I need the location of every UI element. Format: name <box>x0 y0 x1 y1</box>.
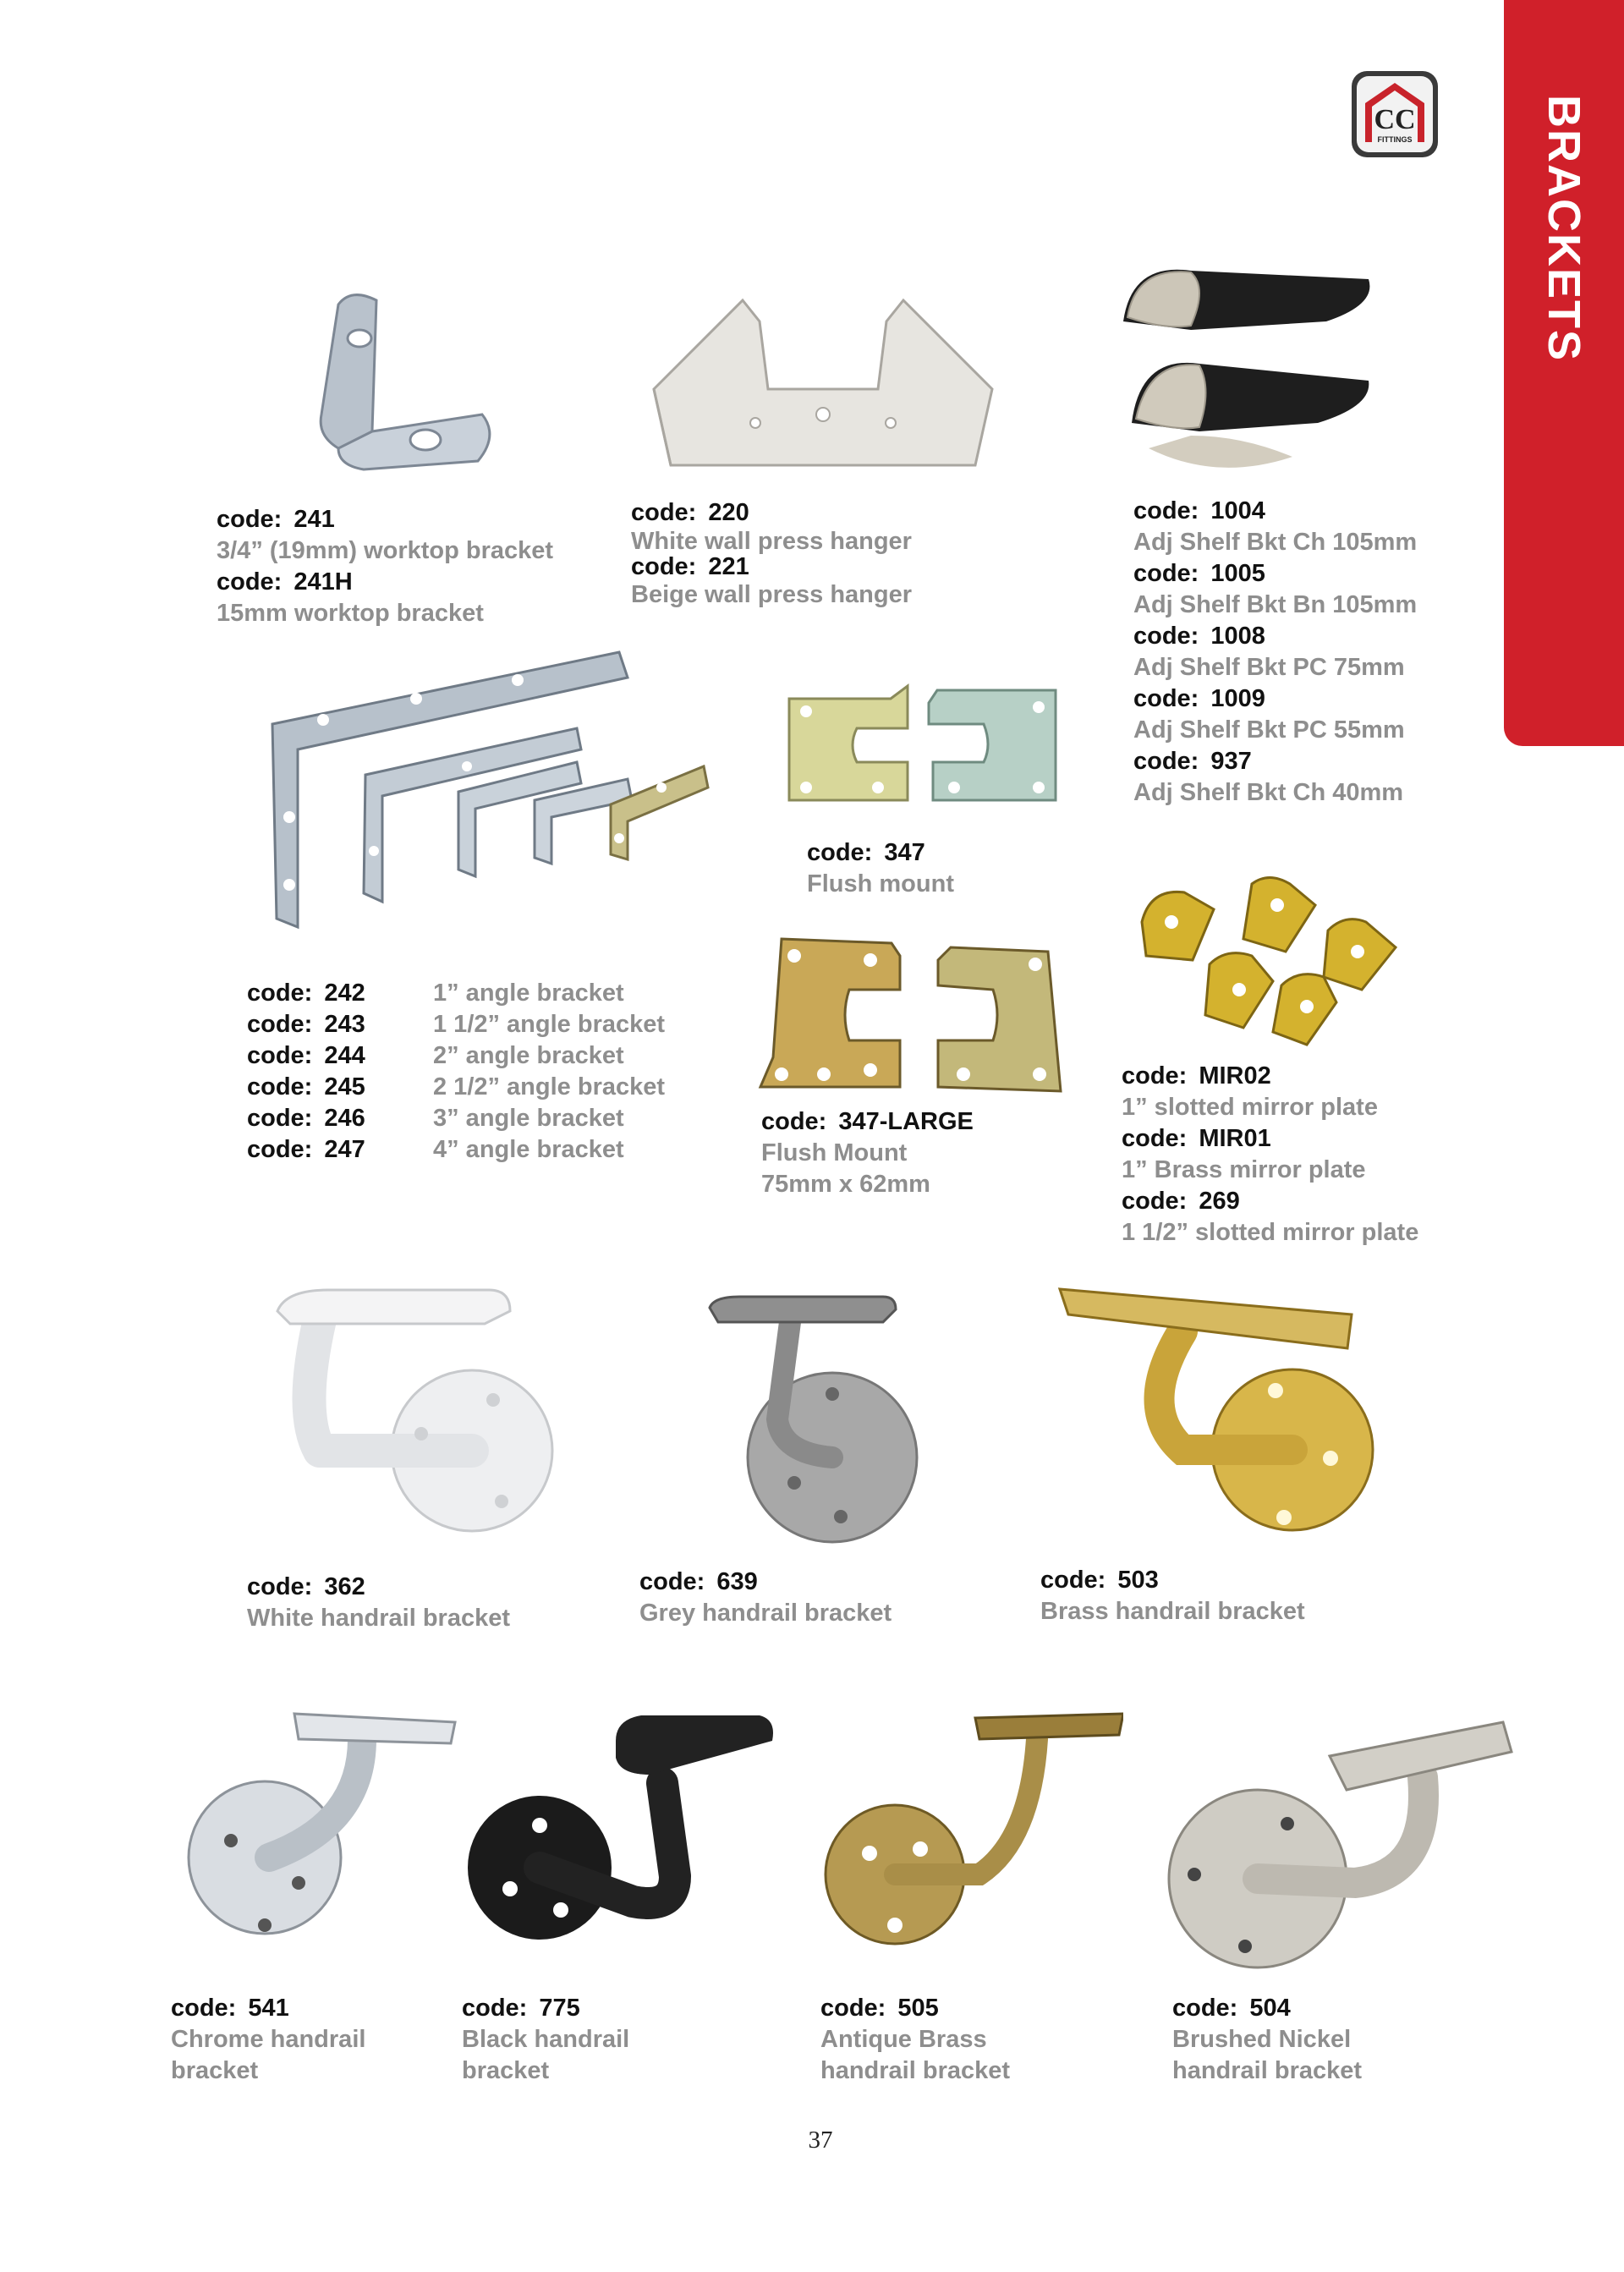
code-label-504: code: 504 <box>1172 1995 1291 2022</box>
block-775 <box>462 1993 629 2087</box>
code-label-503: code: 503 <box>1040 1567 1159 1594</box>
section-title: BRACKETS <box>1539 95 1589 363</box>
brushed-nickel-handrail-bracket-image <box>1160 1705 1524 1976</box>
block-362 <box>247 1572 510 1634</box>
desc-503: Brass handrail bracket <box>1040 1598 1305 1625</box>
block-541 <box>171 1993 365 2087</box>
antique-brass-handrail-bracket-image <box>819 1705 1123 1959</box>
page-number: 37 <box>808 2127 833 2154</box>
block-mirror-plates <box>1122 1061 1418 1249</box>
desc-245: 2 1/2” angle bracket <box>433 1073 666 1100</box>
desc-246: 3” angle bracket <box>433 1105 624 1132</box>
block-adj-shelf <box>1133 496 1417 809</box>
code-label-639: code: 639 <box>639 1568 758 1595</box>
desc-347-large-2: 75mm x 62mm <box>761 1171 930 1198</box>
svg-text:CC: CC <box>1374 104 1416 135</box>
flush-mount-image <box>785 682 1059 809</box>
code-label-241h: code: 241H <box>217 568 353 595</box>
block-press-hanger <box>631 497 912 611</box>
code-label-247: code: 247 <box>247 1136 365 1163</box>
angle-brackets-image <box>264 648 721 936</box>
code-label-1009: code: 1009 <box>1133 685 1265 712</box>
code-label-mir01: code: MIR01 <box>1122 1125 1271 1152</box>
desc-243: 1 1/2” angle bracket <box>433 1011 666 1038</box>
block-639 <box>639 1567 892 1629</box>
desc-639: Grey handrail bracket <box>639 1600 892 1627</box>
code-label-1005: code: 1005 <box>1133 560 1265 587</box>
desc-362: White handrail bracket <box>247 1605 511 1632</box>
svg-text:FITTINGS: FITTINGS <box>1377 135 1413 144</box>
desc-220: White wall press hanger <box>631 528 912 555</box>
desc-1008: Adj Shelf Bkt PC 75mm <box>1133 654 1405 681</box>
wall-press-hanger-image <box>641 296 1005 474</box>
worktop-bracket-image <box>304 288 499 482</box>
brass-handrail-bracket-image <box>1056 1281 1377 1560</box>
code-label-347: code: 347 <box>807 839 925 866</box>
desc-242: 1” angle bracket <box>433 980 624 1007</box>
code-label-269: code: 269 <box>1122 1188 1240 1215</box>
code-label-244: code: 244 <box>247 1042 365 1069</box>
white-handrail-bracket-image <box>269 1286 557 1556</box>
desc-505-1: Antique Brass <box>820 2026 987 2053</box>
code-label-245: code: 245 <box>247 1073 365 1100</box>
code-label-242: code: 242 <box>247 980 365 1007</box>
chrome-handrail-bracket-image <box>184 1705 464 1959</box>
code-label-mir02: code: MIR02 <box>1122 1062 1271 1089</box>
desc-247: 4” angle bracket <box>433 1136 624 1163</box>
desc-mir01: 1” Brass mirror plate <box>1122 1156 1366 1183</box>
desc-241: 3/4” (19mm) worktop bracket <box>217 537 554 564</box>
desc-221: Beige wall press hanger <box>631 581 913 608</box>
desc-1009: Adj Shelf Bkt PC 55mm <box>1133 716 1405 744</box>
block-flush-mount-large <box>761 1106 974 1200</box>
code-label-220: code: 220 <box>631 499 749 526</box>
code-label-246: code: 246 <box>247 1105 365 1132</box>
block-angle-descs <box>433 978 665 1166</box>
code-label-541: code: 541 <box>171 1995 289 2022</box>
desc-244: 2” angle bracket <box>433 1042 624 1069</box>
block-angle-codes <box>247 978 365 1166</box>
desc-347-large-1: Flush Mount <box>761 1139 908 1166</box>
desc-937: Adj Shelf Bkt Ch 40mm <box>1133 779 1404 806</box>
mirror-plates-image <box>1133 871 1413 1049</box>
desc-504-2: handrail bracket <box>1172 2057 1363 2084</box>
desc-505-2: handrail bracket <box>820 2057 1011 2084</box>
grey-handrail-bracket-image <box>705 1292 934 1555</box>
desc-mir02: 1” slotted mirror plate <box>1122 1094 1378 1121</box>
section-tab <box>1504 0 1624 746</box>
adjustable-shelf-bracket-image <box>1115 254 1385 482</box>
desc-347: Flush mount <box>807 870 954 897</box>
block-503 <box>1040 1565 1305 1627</box>
block-504 <box>1172 1993 1362 2087</box>
desc-269: 1 1/2” slotted mirror plate <box>1122 1219 1419 1246</box>
code-label-241: code: 241 <box>217 506 335 533</box>
code-label-243: code: 243 <box>247 1011 365 1038</box>
code-label-505: code: 505 <box>820 1995 939 2022</box>
desc-504-1: Brushed Nickel <box>1172 2026 1352 2053</box>
block-worktop <box>217 504 553 629</box>
desc-775-2: bracket <box>462 2057 550 2084</box>
desc-241h: 15mm worktop bracket <box>217 600 484 627</box>
black-handrail-bracket-image <box>464 1707 785 1969</box>
code-label-937: code: 937 <box>1133 748 1252 775</box>
desc-775-1: Black handrail <box>462 2026 630 2053</box>
code-label-775: code: 775 <box>462 1995 580 2022</box>
desc-1005: Adj Shelf Bkt Bn 105mm <box>1133 591 1418 618</box>
code-label-362: code: 362 <box>247 1573 365 1600</box>
desc-1004: Adj Shelf Bkt Ch 105mm <box>1133 529 1418 556</box>
code-label-1008: code: 1008 <box>1133 623 1265 650</box>
flush-mount-large-image <box>756 930 1069 1100</box>
block-flush-mount <box>807 837 954 900</box>
desc-541-1: Chrome handrail <box>171 2026 366 2053</box>
desc-541-2: bracket <box>171 2057 259 2084</box>
code-label-221: code: 221 <box>631 553 749 580</box>
code-label-347-large: code: 347-LARGE <box>761 1108 974 1135</box>
code-label-1004: code: 1004 <box>1133 497 1265 524</box>
cc-fittings-logo <box>1350 69 1440 159</box>
block-505 <box>820 1993 1010 2087</box>
